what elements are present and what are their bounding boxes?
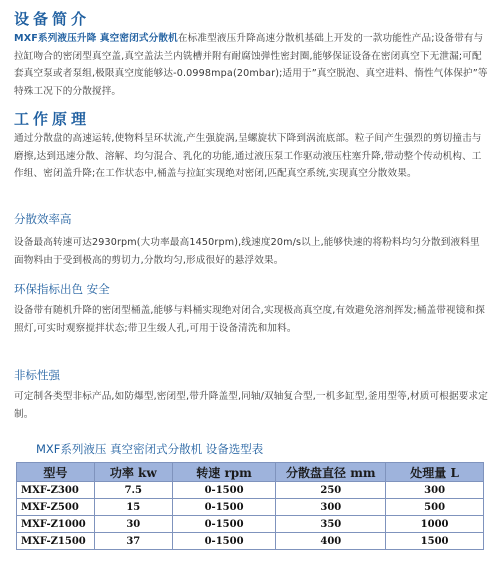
efficiency-paragraph: 设备最高转速可达2930rpm(大功率最高1450rpm),线速度20m/s以上,能够快速的将粉料均匀分散到液料里面物料由于受到极高的剪切力,分散均匀,形成很好的悬浮效果。: [14, 237, 480, 266]
cell-speed: 0-1500: [172, 482, 276, 499]
cell-power: 15: [94, 499, 172, 516]
cell-power: 30: [94, 516, 172, 533]
cell-disc-diameter: 400: [276, 533, 386, 550]
intro-body-text: 在标准型液压升降高速分散机基础上开发的一款功能性产品;设备带有与拉缸吻合的密闭型真空盖,真空盖法兰内铣槽并附有耐腐蚀弹性密封圈,能够保证设备在密闭真空下无泄漏;可配套真空泵或者泵组,极限真空度能够达-0.0998mpa(20mbar);适用于”真空脱泡、真空进料、惰性气体保护”等特殊工况下的分散搅拌。: [14, 33, 488, 97]
cell-model: MXF-Z1500: [17, 533, 95, 550]
cell-capacity: 1000: [386, 516, 484, 533]
header-speed: 转速 rpm: [172, 463, 276, 482]
spec-table: [16, 462, 484, 550]
efficiency-heading: 分散效率高: [14, 212, 72, 226]
intro-lead-text: MXF系列液压升降 真空密闭式分散机: [14, 33, 178, 44]
custom-heading: 非标性强: [14, 368, 60, 382]
cell-power: 7.5: [94, 482, 172, 499]
header-model: 型号: [17, 463, 95, 482]
table-row: [17, 516, 484, 533]
table-row: [17, 533, 484, 550]
header-power: 功率 kw: [94, 463, 172, 482]
cell-disc-diameter: 350: [276, 516, 386, 533]
safety-heading: 环保指标出色 安全: [14, 282, 110, 296]
cell-disc-diameter: 300: [276, 499, 386, 516]
table-title: MXF系列液压 真空密闭式分散机 设备选型表: [36, 442, 264, 456]
cell-speed: 0-1500: [172, 533, 276, 550]
table-header-row: [17, 463, 484, 482]
cell-capacity: 300: [386, 482, 484, 499]
principle-paragraph: 通过分散盘的高速运转,使物料呈环状流,产生强旋涡,呈螺旋状下降到涡流底部。粒子间产生强烈的剪切撞击与磨擦,达到迅速分散、溶解、均匀混合、乳化的功能,通过液压泵工作驱动液压柱塞升降,带动整个传动机构、工作组、密闭盖升降;在工作状态中,桶盖与拉缸实现绝对密闭,匹配真空系统,实现真空分散效果。: [14, 133, 482, 179]
principle-heading: 工作原理: [14, 110, 91, 128]
cell-capacity: 500: [386, 499, 484, 516]
cell-disc-diameter: 250: [276, 482, 386, 499]
safety-paragraph: 设备带有随机升降的密闭型桶盖,能够与料桶实现绝对闭合,实现极高真空度,有效避免溶剂挥发;桶盖带视镜和探照灯,可实时观察搅拌状态;带卫生级人孔,可用于设备清洗和加料。: [14, 305, 485, 334]
cell-speed: 0-1500: [172, 499, 276, 516]
cell-model: MXF-Z1000: [17, 516, 95, 533]
custom-paragraph: 可定制各类型非标产品,如防爆型,密闭型,带升降盖型,同轴/双轴复合型,一机多缸型,釜用型等,材质可根据要求定制。: [14, 391, 488, 420]
cell-speed: 0-1500: [172, 516, 276, 533]
header-capacity: 处理量 L: [386, 463, 484, 482]
cell-model: MXF-Z300: [17, 482, 95, 499]
intro-paragraph: [14, 30, 488, 100]
cell-capacity: 1500: [386, 533, 484, 550]
cell-model: MXF-Z500: [17, 499, 95, 516]
intro-heading: 设备简介: [14, 10, 91, 28]
cell-power: 37: [94, 533, 172, 550]
table-row: [17, 499, 484, 516]
header-disc-diameter: 分散盘直径 mm: [276, 463, 386, 482]
table-row: [17, 482, 484, 499]
